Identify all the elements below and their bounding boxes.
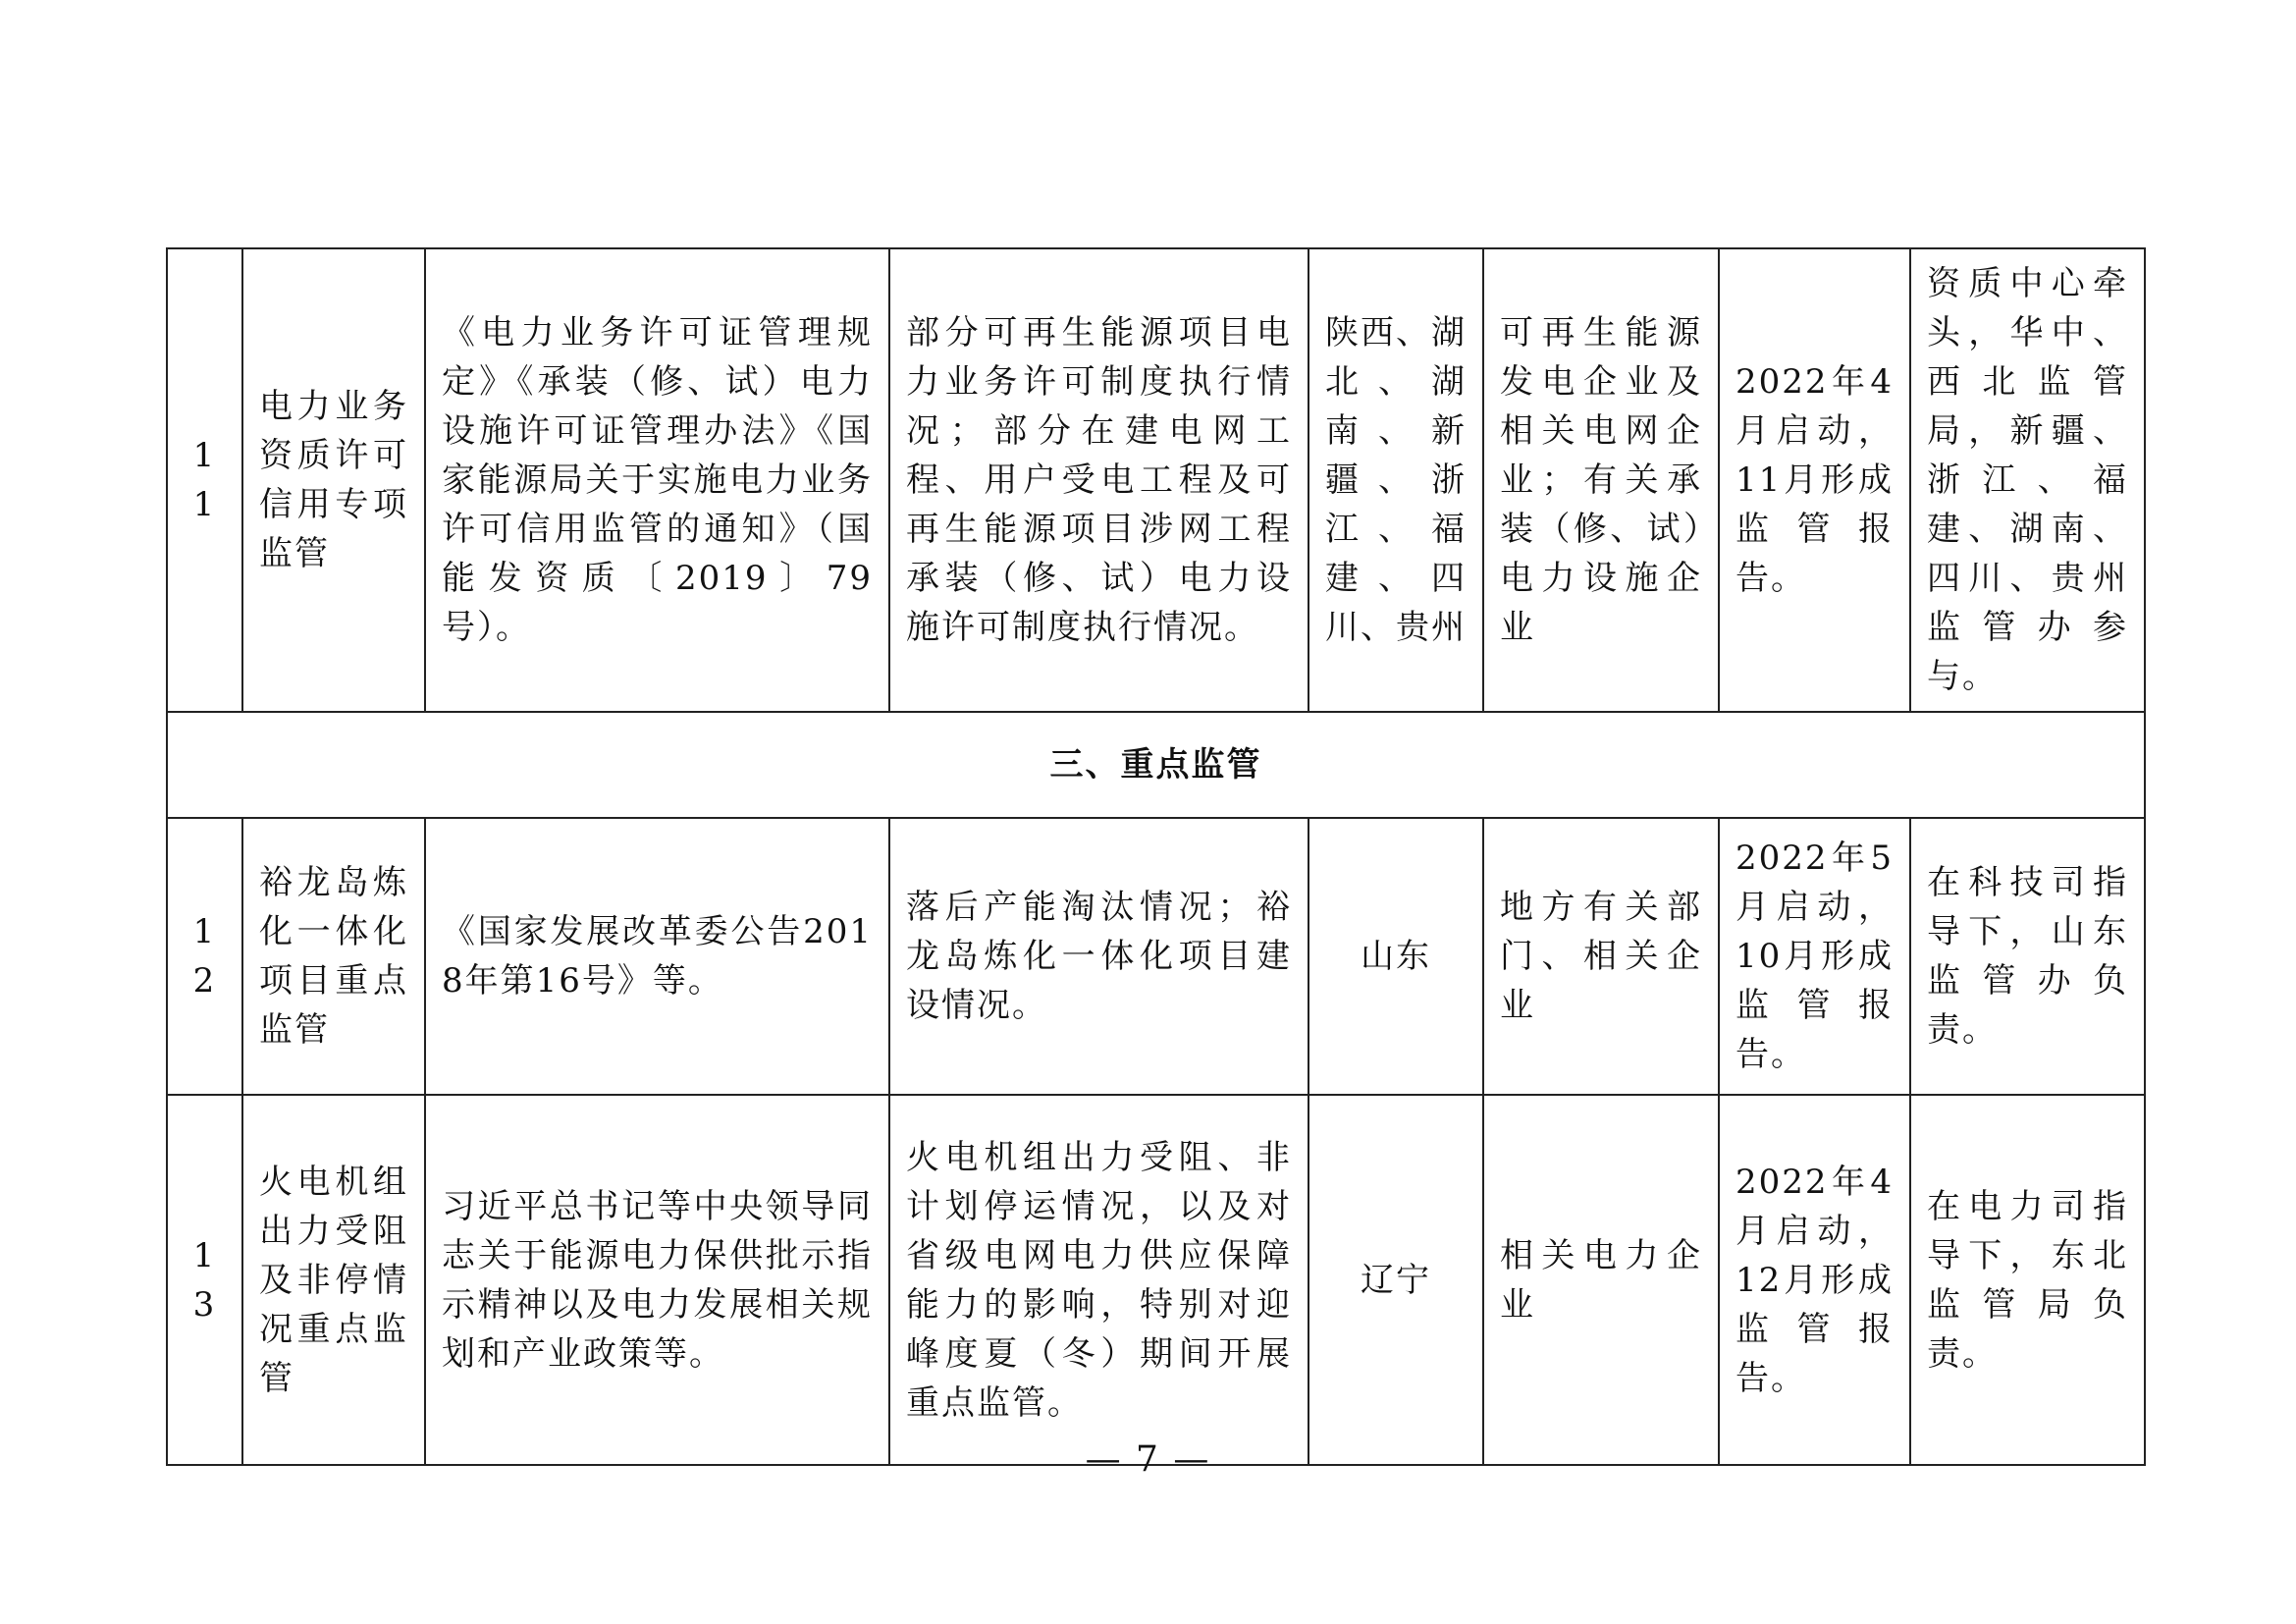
item-content: 火电机组出力受阻、非计划停运情况，以及对省级电网电力供应保障能力的影响，特别对迎峰度夏（冬）期间开展重点监管。 (889, 1095, 1308, 1465)
item-basis: 《电力业务许可证管理规定》《承装（修、试）电力设施许可证管理办法》《国家能源局关于实施电力业务许可信用监管的通知》（国能发资质〔2019〕79号）。 (425, 248, 889, 712)
item-division: 在科技司指导下，山东监管办负责。 (1910, 818, 2145, 1095)
section-row (167, 712, 2145, 818)
item-region: 山东 (1308, 818, 1483, 1095)
page-number: — 7 — (1085, 1439, 1211, 1480)
table-row (167, 1095, 2145, 1465)
item-target: 地方有关部门、相关企业 (1483, 818, 1719, 1095)
item-region: 辽宁 (1308, 1095, 1483, 1465)
item-time: 2022年4月启动，11月形成监管报告。 (1719, 248, 1910, 712)
item-name: 电力业务资质许可信用专项监管 (242, 248, 425, 712)
table-row (167, 248, 2145, 712)
row-number: 11 (167, 248, 242, 712)
item-content: 落后产能淘汰情况；裕龙岛炼化一体化项目建设情况。 (889, 818, 1308, 1095)
supervision-table (166, 247, 2146, 1466)
item-region: 陕西、湖北、湖南、新疆、浙江、福建、四川、贵州 (1308, 248, 1483, 712)
item-name: 裕龙岛炼化一体化项目重点监管 (242, 818, 425, 1095)
item-target: 相关电力企业 (1483, 1095, 1719, 1465)
item-division: 资质中心牵头，华中、西北监管局，新疆、浙江、福建、湖南、四川、贵州监管办参与。 (1910, 248, 2145, 712)
row-number: 12 (167, 818, 242, 1095)
item-time: 2022年5月启动，10月形成监管报告。 (1719, 818, 1910, 1095)
table-row (167, 818, 2145, 1095)
item-basis: 《国家发展改革委公告2018年第16号》等。 (425, 818, 889, 1095)
item-time: 2022年4月启动，12月形成监管报告。 (1719, 1095, 1910, 1465)
item-division: 在电力司指导下，东北监管局负责。 (1910, 1095, 2145, 1465)
item-name: 火电机组出力受阻及非停情况重点监管 (242, 1095, 425, 1465)
item-content: 部分可再生能源项目电力业务许可制度执行情况；部分在建电网工程、用户受电工程及可再生能源项目涉网工程承装（修、试）电力设施许可制度执行情况。 (889, 248, 1308, 712)
item-target: 可再生能源发电企业及相关电网企业；有关承装（修、试）电力设施企业 (1483, 248, 1719, 712)
section-title: 三、重点监管 (167, 712, 2145, 818)
row-number: 13 (167, 1095, 242, 1465)
item-basis: 习近平总书记等中央领导同志关于能源电力保供批示指示精神以及电力发展相关规划和产业政策等。 (425, 1095, 889, 1465)
